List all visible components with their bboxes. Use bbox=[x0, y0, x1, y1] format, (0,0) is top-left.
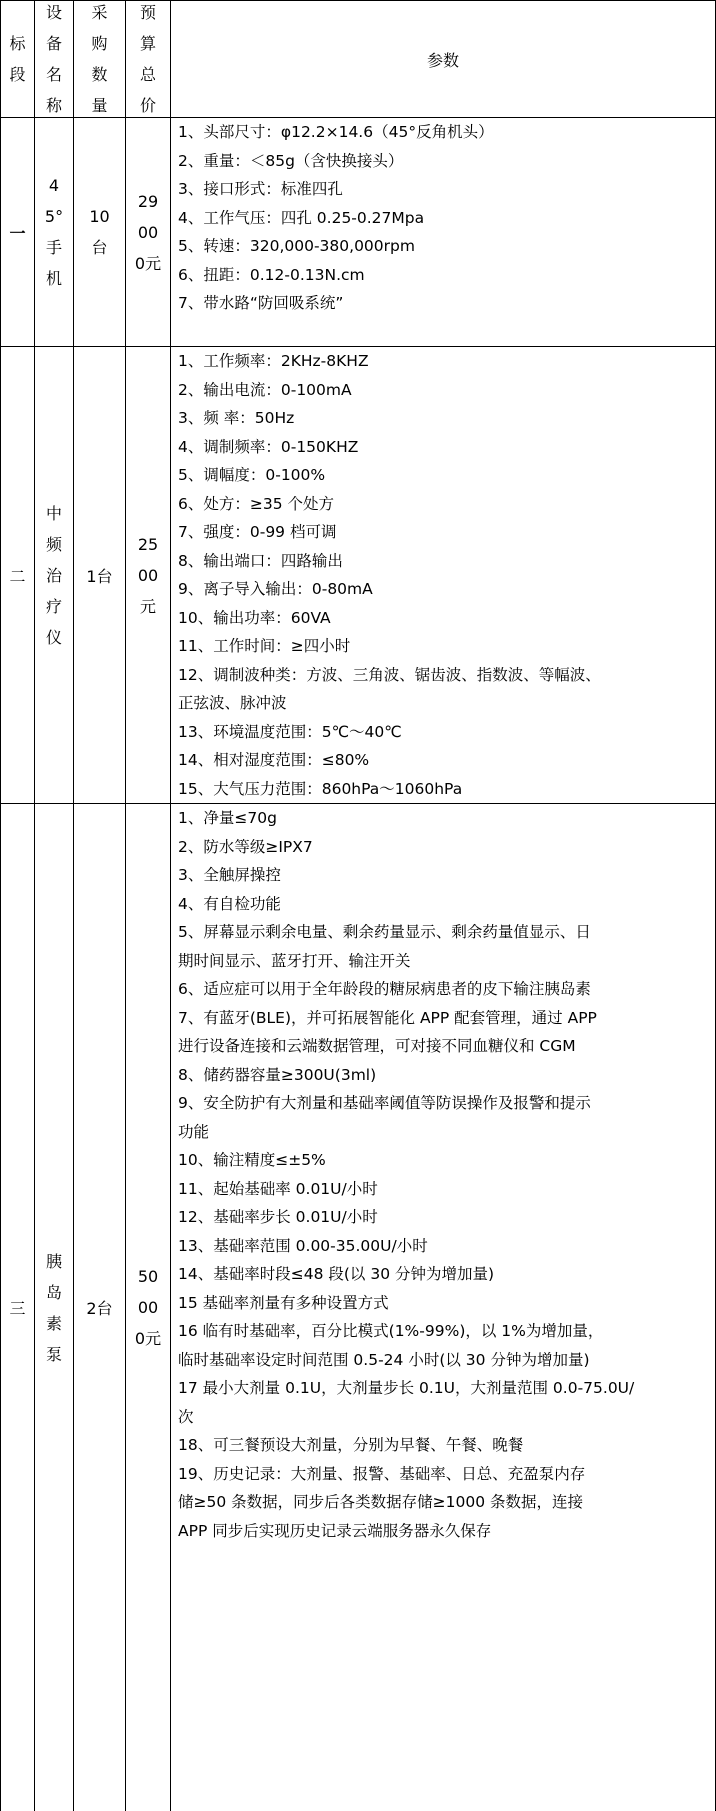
param-line: 15、大气压力范围：860hPa～1060hPa bbox=[178, 780, 463, 798]
param-line: 1、净量≤70g bbox=[178, 809, 277, 827]
param-line: 次 bbox=[178, 1408, 194, 1426]
param-line: 18、可三餐预设大剂量，分别为早餐、午餐、晚餐 bbox=[178, 1436, 524, 1454]
param-line: 4、调制频率：0-150KHZ bbox=[178, 438, 359, 456]
header-device-text: 设备名称 bbox=[45, 3, 62, 115]
row3-quantity-text: 2台 bbox=[86, 1299, 113, 1318]
param-line: 期时间显示、蓝牙打开、输注开关 bbox=[178, 952, 411, 970]
row2-budget bbox=[126, 347, 170, 803]
param-line: 12、基础率步长 0.01U/小时 bbox=[178, 1208, 378, 1226]
param-line: 14、相对湿度范围：≤80% bbox=[178, 751, 370, 769]
row3-segment-text: 三 bbox=[9, 1299, 26, 1318]
param-line: 进行设备连接和云端数据管理，可对接不同血糖仪和 CGM bbox=[178, 1037, 576, 1055]
param-line: 3、接口形式：标准四孔 bbox=[178, 180, 343, 198]
row3-params bbox=[178, 804, 714, 1811]
row1-quantity-text: 10台 bbox=[89, 207, 110, 257]
row2-quantity bbox=[74, 347, 125, 803]
row2-device bbox=[35, 347, 73, 803]
col-divider-4 bbox=[170, 0, 171, 1811]
row2-params bbox=[178, 347, 714, 803]
header-segment-text: 标段 bbox=[9, 34, 26, 84]
param-line: 9、安全防护有大剂量和基础率阈值等防误操作及报警和提示 bbox=[178, 1094, 591, 1112]
param-line: 4、有自检功能 bbox=[178, 895, 281, 913]
row1-device bbox=[35, 118, 73, 346]
param-line: 17 最小大剂量 0.1U，大剂量步长 0.1U，大剂量范围 0.0-75.0U/ bbox=[178, 1379, 635, 1397]
param-line: 5、屏幕显示剩余电量、剩余药量显示、剩余药量值显示、日 bbox=[178, 923, 591, 941]
param-line: 16 临有时基础率，百分比模式(1%-99%)，以 1%为增加量， bbox=[178, 1322, 604, 1340]
param-line: 2、输出电流：0-100mA bbox=[178, 381, 352, 399]
param-line: 13、环境温度范围：5℃～40℃ bbox=[178, 723, 402, 741]
param-line: 储≥50 条数据，同步后各类数据存储≥1000 条数据，连接 bbox=[178, 1493, 583, 1511]
param-line: 1、工作频率：2KHz-8KHZ bbox=[178, 352, 369, 370]
param-line: 1、头部尺寸：φ12.2×14.6（45°反角机头） bbox=[178, 123, 494, 141]
param-line: 12、调制波种类：方波、三角波、锯齿波、指数波、等幅波、 bbox=[178, 666, 601, 684]
param-line: 6、扭距：0.12-0.13N.cm bbox=[178, 266, 365, 284]
row1-device-text: 45°手机 bbox=[44, 176, 64, 288]
row2-quantity-text: 1台 bbox=[86, 566, 113, 586]
param-line: 7、有蓝牙(BLE)，并可拓展智能化 APP 配套管理，通过 APP bbox=[178, 1009, 597, 1027]
param-line: 10、输注精度≤±5% bbox=[178, 1151, 326, 1169]
row1-segment bbox=[1, 118, 34, 346]
row1-segment-text: 一 bbox=[9, 223, 26, 243]
row2-segment-text: 二 bbox=[9, 566, 26, 586]
param-line: 11、起始基础率 0.01U/小时 bbox=[178, 1180, 378, 1198]
param-line: 15 基础率剂量有多种设置方式 bbox=[178, 1294, 389, 1312]
row3-segment bbox=[1, 804, 34, 1811]
header-params-text: 参数 bbox=[426, 50, 459, 70]
row3-quantity bbox=[74, 804, 125, 1811]
header-budget bbox=[126, 1, 170, 117]
header-quantity bbox=[74, 1, 125, 117]
param-line: 7、带水路“防回吸系统” bbox=[178, 294, 344, 312]
row1-quantity bbox=[74, 118, 125, 346]
row1-budget-text: 29000元 bbox=[134, 191, 162, 273]
param-line: 功能 bbox=[178, 1123, 210, 1141]
header-params bbox=[171, 1, 715, 117]
header-budget-text: 预算总价 bbox=[139, 3, 156, 115]
header-segment bbox=[1, 1, 34, 117]
row3-device-text: 胰岛素泵 bbox=[45, 1251, 62, 1364]
param-line: 5、调幅度：0-100% bbox=[178, 466, 326, 484]
param-line: 3、全触屏操控 bbox=[178, 866, 281, 884]
header-quantity-text: 采购数量 bbox=[91, 3, 108, 115]
param-line: 正弦波、脉冲波 bbox=[178, 694, 287, 712]
param-line: 13、基础率范围 0.00-35.00U/小时 bbox=[178, 1237, 428, 1255]
param-line: 8、储药器容量≥300U(3ml) bbox=[178, 1066, 377, 1084]
param-line: 14、基础率时段≤48 段(以 30 分钟为增加量) bbox=[178, 1265, 495, 1283]
param-line: 19、历史记录：大剂量、报警、基础率、日总、充盈泵内存 bbox=[178, 1465, 586, 1483]
row2-device-text: 中频治疗仪 bbox=[45, 503, 62, 647]
param-line: 10、输出功率：60VA bbox=[178, 609, 331, 627]
header-device bbox=[35, 1, 73, 117]
param-line: 6、处方：≥35 个处方 bbox=[178, 495, 334, 513]
row2-budget-text: 2500元 bbox=[137, 534, 159, 616]
param-line: 6、适应症可以用于全年龄段的糖尿病患者的皮下输注胰岛素 bbox=[178, 980, 591, 998]
param-line: 8、输出端口：四路输出 bbox=[178, 552, 343, 570]
param-line: 4、工作气压：四孔 0.25-0.27Mpa bbox=[178, 209, 425, 227]
param-line: 2、防水等级≥IPX7 bbox=[178, 838, 313, 856]
row3-budget bbox=[126, 804, 170, 1811]
param-line: 3、频 率：50Hz bbox=[178, 409, 295, 427]
param-line: 11、工作时间：≥四小时 bbox=[178, 637, 351, 655]
row3-budget-text: 50000元 bbox=[134, 1267, 162, 1348]
row1-budget bbox=[126, 118, 170, 346]
param-line: 临时基础率设定时间范围 0.5-24 小时(以 30 分钟为增加量) bbox=[178, 1351, 590, 1369]
row3-device bbox=[35, 804, 73, 1811]
row1-params bbox=[178, 118, 714, 346]
param-line: 2、重量：＜85g（含快换接头） bbox=[178, 152, 404, 170]
row2-segment bbox=[1, 347, 34, 803]
param-line: 9、离子导入输出：0-80mA bbox=[178, 580, 373, 598]
param-line: 5、转速：320,000-380,000rpm bbox=[178, 237, 415, 255]
param-line: 7、强度：0-99 档可调 bbox=[178, 523, 337, 541]
param-line: APP 同步后实现历史记录云端服务器永久保存 bbox=[178, 1522, 492, 1540]
